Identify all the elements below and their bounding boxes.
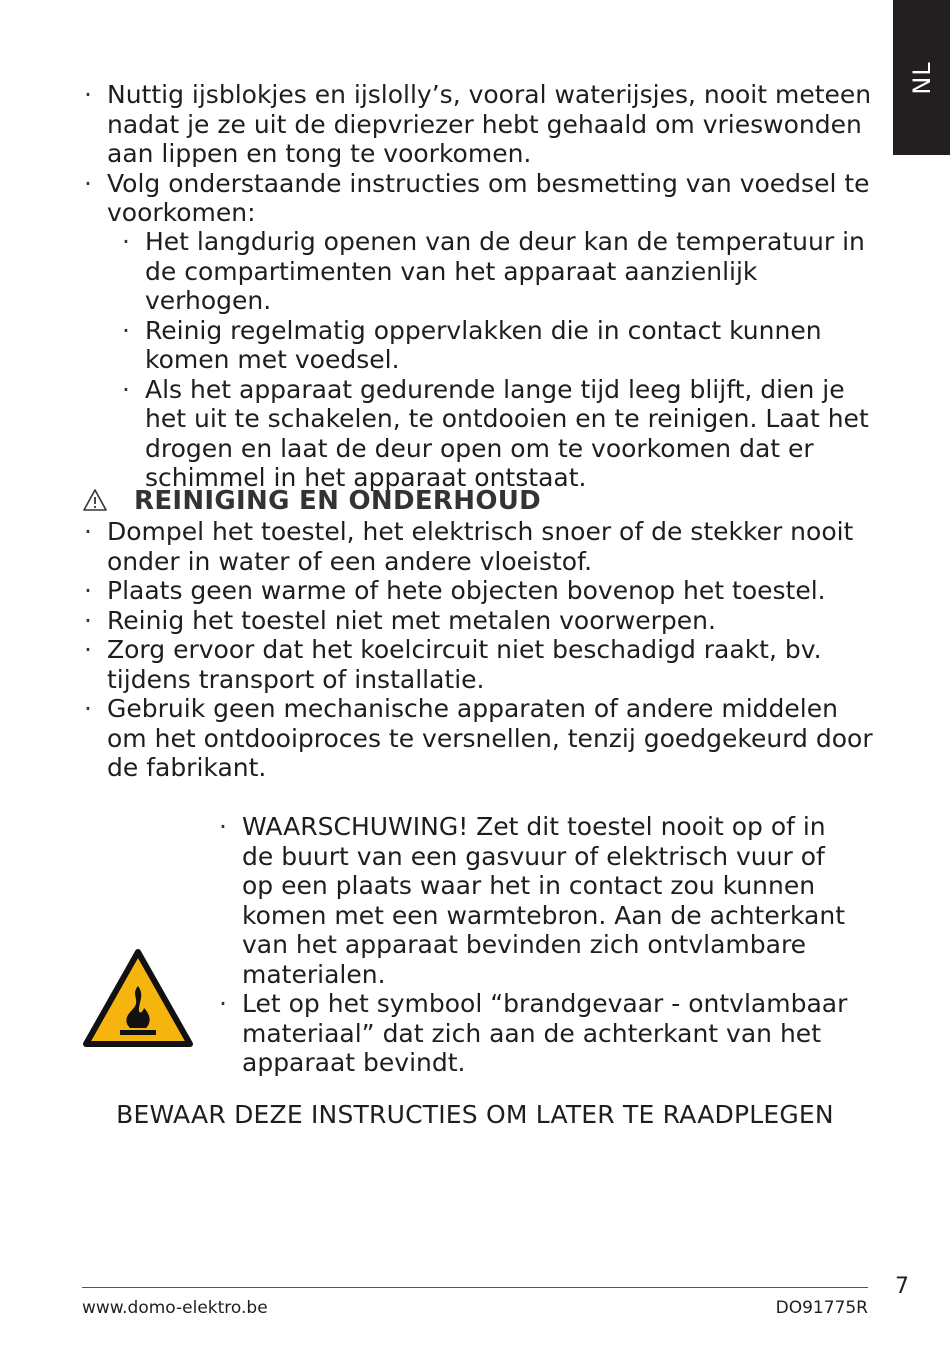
section-heading (82, 486, 541, 516)
list-item: · Dompel het toestel, het elektrisch snoer of de stekker nooit onder in water of een andere vloeistof. (107, 517, 877, 576)
food-safety-sublist (145, 227, 880, 493)
warning-triangle-icon (82, 487, 108, 513)
list-item: · Het langdurig openen van de deur kan de temperatuur in de compartimenten van het apparaat aanzienlijk verhogen. (145, 227, 880, 316)
list-item: · Gebruik geen mechanische apparaten of andere middelen om het ontdooiproces te versnellen, tenzij goedgekeurd door de fabrikant. (107, 694, 877, 783)
save-instructions-notice: BEWAAR DEZE INSTRUCTIES OM LATER TE RAADPLEGEN (116, 1100, 834, 1129)
list-item: · Nuttig ijsblokjes en ijslolly’s, vooral waterijsjes, nooit meteen nadat je ze uit de diepvriezer hebt gehaald om vrieswonden aan lippen en tong te voorkomen. (107, 80, 877, 169)
fire-warning-list (242, 812, 862, 1078)
footer-website: www.domo-elektro.be (82, 1298, 268, 1318)
list-item: · Zorg ervoor dat het koelcircuit niet beschadigd raakt, bv. tijdens transport of installatie. (107, 635, 877, 694)
footer-model-number: DO91775R (775, 1298, 868, 1318)
list-item: · Als het apparaat gedurende lange tijd leeg blijft, dien je het uit te schakelen, te ontdooien en te reinigen. Laat het drogen en laat de deur open om te voorkomen dat er schimmel in het apparaat ontstaat. (145, 375, 880, 493)
list-item: · Reinig het toestel niet met metalen voorwerpen. (107, 606, 877, 636)
list-item: · Volg onderstaande instructies om besmetting van voedsel te voorkomen: (107, 169, 877, 228)
footer-divider (82, 1287, 868, 1288)
list-item: · Let op het symbool “brandgevaar - ontvlambaar materiaal” dat zich aan de achterkant van het apparaat bevindt. (242, 989, 862, 1078)
intro-list (107, 80, 877, 228)
list-item: · Reinig regelmatig oppervlakken die in contact kunnen komen met voedsel. (145, 316, 880, 375)
page-number: 7 (895, 1274, 909, 1299)
language-tab-label: NL (907, 61, 936, 95)
section-heading-text: REINIGING EN ONDERHOUD (134, 486, 542, 516)
list-item: · WAARSCHUWING! Zet dit toestel nooit op of in de buurt van een gasvuur of elektrisch vuur of op een plaats waar het in contact zou kunnen komen met een warmtebron. Aan de achterkant van het apparaat bevinden zich ontvlambare materialen. (242, 812, 862, 989)
flammable-material-warning-icon (82, 948, 194, 1048)
cleaning-list (107, 517, 877, 783)
language-tab (893, 0, 950, 155)
list-item: · Plaats geen warme of hete objecten bovenop het toestel. (107, 576, 877, 606)
